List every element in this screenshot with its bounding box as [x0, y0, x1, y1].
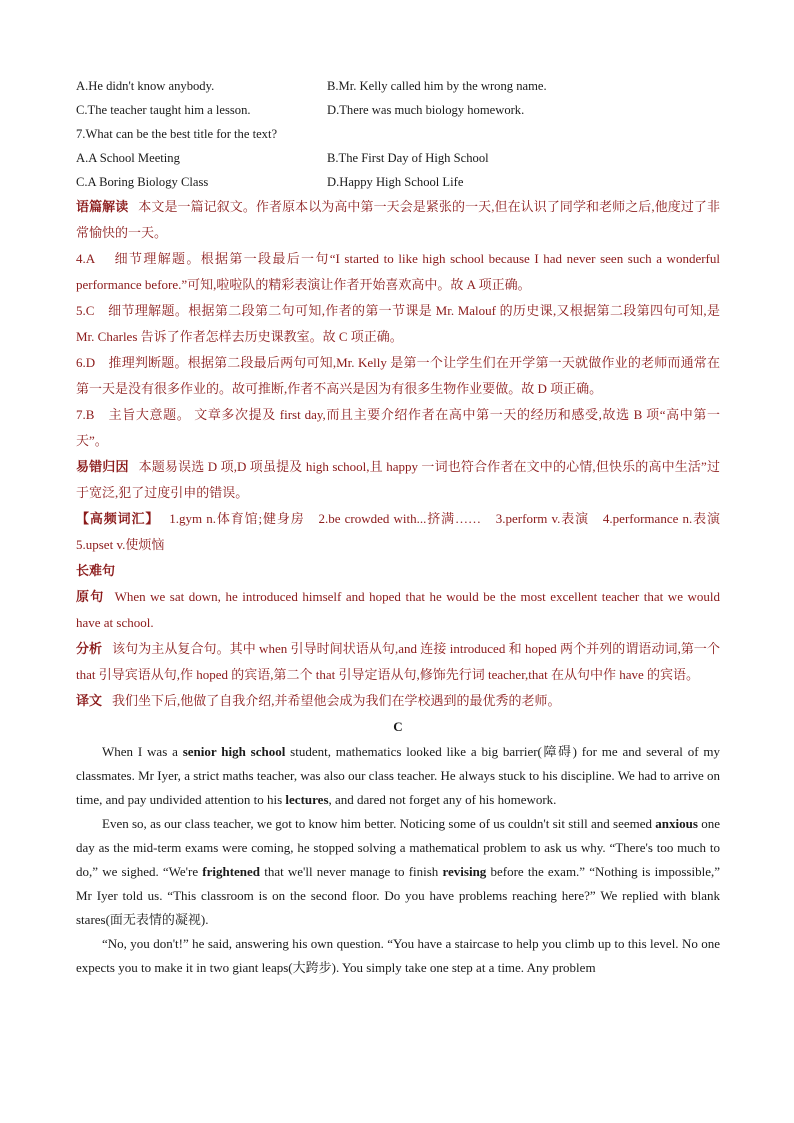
option-c: C.A Boring Biology Class	[76, 175, 209, 189]
q7-options-row2	[76, 170, 720, 194]
summary-text: 本文是一篇记叙文。作者原本以为高中第一天会是紧张的一天,但在认识了同学和老师之后,他度过了非常愉快的一天。	[76, 199, 720, 240]
anal-tag: 分析	[76, 641, 103, 656]
long-tag: 长难句	[76, 563, 116, 578]
summary-tag: 语篇解读	[76, 199, 129, 214]
vocab-tag: 【高频词汇】	[76, 511, 160, 526]
option-d: D.Happy High School Life	[327, 175, 464, 189]
original-sentence	[76, 584, 720, 636]
passage-paragraph-3: “No, you don't!” he said, answering his own question. “You have a staircase to help you climb up to this level. No one expects you to make it in two giant leaps(大跨步). You simply take one step at a time. Any problem	[76, 936, 720, 975]
option-a: A.A School Meeting	[76, 151, 180, 165]
orig-tag: 原句	[76, 589, 105, 604]
answer-6: 6.D 推理判断题。根据第二段最后两句可知,Mr. Kelly 是第一个让学生们在开学第一天就做作业的老师而通常在第一天是没有很多作业的。故可推断,作者不高兴是因为有很多生物作业要做。故 D 项正确。	[76, 355, 720, 396]
q7-question: 7.What can be the best title for the text?	[76, 127, 278, 141]
trans-tag: 译文	[76, 693, 103, 708]
option-b: B.The First Day of High School	[327, 151, 489, 165]
q7-options-row1	[76, 146, 720, 170]
option-d: D.There was much biology homework.	[327, 103, 525, 117]
p2-bold-1: anxious	[655, 816, 698, 831]
p2-part-4: that we'll never manage to finish	[260, 864, 443, 879]
p1-part-2: student, mathematics looked like a big barrier(障碍) for me and several of my classmates. Mr Iyer, a strict maths teacher, was also our class teacher. He always stuck to his discipline. We had to arrive on time, and pay undivided attention to his	[76, 744, 720, 807]
p1-bold-3: lectures	[285, 792, 329, 807]
passage-paragraph-2	[76, 812, 720, 932]
p1-part-0: When I was a	[102, 744, 183, 759]
passage-heading: C	[393, 719, 403, 734]
summary-paragraph	[76, 194, 720, 246]
translation-paragraph	[76, 688, 720, 714]
vocab-text: 1.gym n.体育馆;健身房 2.be crowded with...挤满…… 3.perform v.表演 4.performance n.表演 5.upset v.使烦恼	[76, 511, 733, 552]
p2-part-0: Even so, as our class teacher, we got to know him better. Noticing some of us couldn't sit still and seemed	[102, 816, 656, 831]
answer-4: 4.A 细节理解题。根据第一段最后一句“I started to like high school because I had never seen such a wonderful performance before.”可知,啦啦队的精彩表演让作者开始喜欢高中。故 A 项正确。	[76, 251, 720, 292]
orig-text: When we sat down, he introduced himself and hoped that he would be the most excellent teacher that we would have at school.	[76, 589, 720, 630]
p2-bold-5: revising	[442, 864, 487, 879]
option-a: A.He didn't know anybody.	[76, 79, 215, 93]
analysis-paragraph	[76, 636, 720, 688]
error-tag: 易错归因	[76, 459, 129, 474]
p2-bold-3: frightened	[202, 864, 261, 879]
q6-options-row2	[76, 98, 720, 122]
option-b: B.Mr. Kelly called him by the wrong name.	[327, 79, 547, 93]
error-paragraph	[76, 454, 720, 506]
p1-bold-1: senior high school	[182, 744, 286, 759]
p1-part-4: , and dared not forget any of his homework.	[328, 792, 557, 807]
error-text: 本题易误选 D 项,D 项虽提及 high school,且 happy 一词也符合作者在文中的心情,但快乐的高中生活”过于宽泛,犯了过度引申的错误。	[76, 459, 720, 500]
document-page	[76, 74, 733, 980]
answer-7: 7.B 主旨大意题。 文章多次提及 first day,而且主要介绍作者在高中第一天的经历和感受,故选 B 项“高中第一天”。	[76, 407, 720, 448]
vocab-paragraph	[76, 506, 733, 558]
option-c: C.The teacher taught him a lesson.	[76, 103, 251, 117]
trans-text: 我们坐下后,他做了自我介绍,并希望他会成为我们在学校遇到的最优秀的老师。	[112, 693, 561, 708]
p2-part-2: one day as the mid-term exams were coming, he stopped solving a mathematical problem to ask us why. “There's too much to do,” we sighed. “We're	[76, 816, 720, 879]
p2-part-6: before the exam.” “Nothing is impossible,” Mr Iyer told us. “This classroom is on the second floor. Do you have problems reaching here?” We replied with blank stares(面无表情的凝视).	[76, 864, 720, 927]
passage-paragraph-1	[76, 740, 720, 812]
long-sentence-heading	[76, 558, 720, 584]
answer-5: 5.C 细节理解题。根据第二段第二句可知,作者的第一节课是 Mr. Malouf 的历史课,又根据第二段第四句可知,是 Mr. Charles 告诉了作者怎样去历史课教室。故 C 项正确。	[76, 303, 720, 344]
anal-text: 该句为主从复合句。其中 when 引导时间状语从句,and 连接 introduced 和 hoped 两个并列的谓语动词,第一个 that 引导宾语从句,作 hoped 的宾语,第二个 that 引导定语从句,修饰先行词 teacher,that 在从句中作 have 的宾语。	[76, 641, 720, 682]
q6-options-row1	[76, 74, 720, 98]
